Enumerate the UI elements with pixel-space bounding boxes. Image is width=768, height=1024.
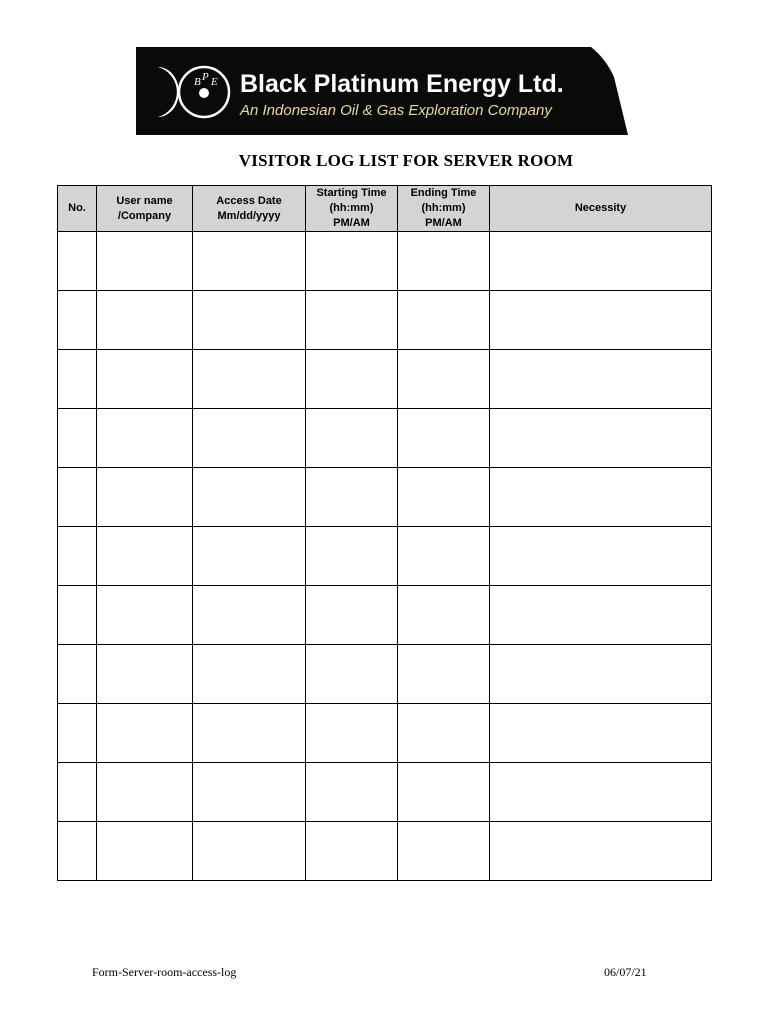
column-header-necessity [490,186,712,232]
entry-cell-no[interactable] [58,468,97,527]
table-row [58,350,712,409]
entry-cell-access-date[interactable] [193,822,306,881]
entry-cell-access-date[interactable] [193,350,306,409]
entry-cell-necessity[interactable] [490,350,712,409]
entry-cell-necessity[interactable] [490,822,712,881]
entry-cell-no[interactable] [58,232,97,291]
column-header-access-date [193,186,306,232]
visitor-log-table [57,185,712,881]
company-tagline: An Indonesian Oil & Gas Exploration Company [240,102,552,119]
entry-cell-user-name-company[interactable] [97,645,193,704]
entry-cell-starting-time[interactable] [306,468,398,527]
column-header-line: Necessity [574,202,627,214]
table-row [58,291,712,350]
column-header-line: Ending Time [410,187,477,199]
company-banner [136,47,628,135]
entry-cell-necessity[interactable] [490,645,712,704]
entry-cell-access-date[interactable] [193,586,306,645]
column-header-line: User name [116,194,173,207]
entry-cell-user-name-company[interactable] [97,291,193,350]
entry-cell-ending-time[interactable] [398,822,490,881]
table-body [58,232,712,881]
entry-cell-no[interactable] [58,645,97,704]
column-header-line: Starting Time [316,187,387,199]
entry-cell-starting-time[interactable] [306,763,398,822]
entry-cell-necessity[interactable] [490,232,712,291]
entry-cell-no[interactable] [58,350,97,409]
svg-text:E: E [211,76,218,88]
table-row [58,527,712,586]
entry-cell-access-date[interactable] [193,291,306,350]
entry-cell-user-name-company[interactable] [97,232,193,291]
table-row [58,822,712,881]
entry-cell-starting-time[interactable] [306,822,398,881]
table-header-row [58,186,712,232]
entry-cell-necessity[interactable] [490,409,712,468]
entry-cell-necessity[interactable] [490,291,712,350]
table-row [58,704,712,763]
entry-cell-user-name-company[interactable] [97,763,193,822]
entry-cell-ending-time[interactable] [398,232,490,291]
column-header-line: (hh:mm) [421,202,466,214]
entry-cell-starting-time[interactable] [306,409,398,468]
column-header-line: PM/AM [425,217,462,229]
entry-cell-access-date[interactable] [193,645,306,704]
entry-cell-ending-time[interactable] [398,645,490,704]
entry-cell-user-name-company[interactable] [97,822,193,881]
entry-cell-starting-time[interactable] [306,291,398,350]
svg-text:P: P [202,71,209,83]
form-title: VISITOR LOG LIST FOR SERVER ROOM [238,151,574,170]
entry-cell-ending-time[interactable] [398,291,490,350]
entry-cell-ending-time[interactable] [398,409,490,468]
column-header-line: PM/AM [333,217,370,229]
entry-cell-necessity[interactable] [490,763,712,822]
entry-cell-no[interactable] [58,409,97,468]
footer-form-code: Form-Server-room-access-log [92,965,237,979]
entry-cell-user-name-company[interactable] [97,527,193,586]
entry-cell-no[interactable] [58,291,97,350]
table-row [58,645,712,704]
entry-cell-user-name-company[interactable] [97,468,193,527]
entry-cell-access-date[interactable] [193,409,306,468]
svg-text:B: B [194,76,201,88]
entry-cell-ending-time[interactable] [398,763,490,822]
entry-cell-access-date[interactable] [193,527,306,586]
entry-cell-access-date[interactable] [193,763,306,822]
table-row [58,232,712,291]
entry-cell-ending-time[interactable] [398,704,490,763]
column-header-line: (hh:mm) [329,202,374,214]
entry-cell-starting-time[interactable] [306,350,398,409]
entry-cell-access-date[interactable] [193,468,306,527]
entry-cell-no[interactable] [58,527,97,586]
entry-cell-user-name-company[interactable] [97,704,193,763]
entry-cell-starting-time[interactable] [306,232,398,291]
column-header-line: Access Date [216,194,282,207]
column-header-user-name-company [97,186,193,232]
entry-cell-necessity[interactable] [490,468,712,527]
entry-cell-user-name-company[interactable] [97,350,193,409]
entry-cell-user-name-company[interactable] [97,409,193,468]
column-header-line: /Company [117,209,172,222]
entry-cell-no[interactable] [58,822,97,881]
entry-cell-necessity[interactable] [490,586,712,645]
entry-cell-access-date[interactable] [193,232,306,291]
column-header-line: No. [68,202,86,214]
company-name: Black Platinum Energy Ltd. [240,70,564,98]
column-header-no [58,186,97,232]
table-row [58,409,712,468]
entry-cell-starting-time[interactable] [306,527,398,586]
entry-cell-starting-time[interactable] [306,645,398,704]
entry-cell-access-date[interactable] [193,704,306,763]
entry-cell-no[interactable] [58,763,97,822]
column-header-starting-time [306,186,398,232]
entry-cell-necessity[interactable] [490,704,712,763]
entry-cell-ending-time[interactable] [398,586,490,645]
entry-cell-necessity[interactable] [490,527,712,586]
entry-cell-no[interactable] [58,586,97,645]
table-row [58,468,712,527]
column-header-line: Mm/dd/yyyy [217,209,281,222]
footer-date: 06/07/21 [604,965,647,979]
entry-cell-ending-time[interactable] [398,527,490,586]
entry-cell-starting-time[interactable] [306,704,398,763]
entry-cell-ending-time[interactable] [398,350,490,409]
table-row [58,586,712,645]
entry-cell-user-name-company[interactable] [97,586,193,645]
table-row [58,763,712,822]
entry-cell-no[interactable] [58,704,97,763]
entry-cell-ending-time[interactable] [398,468,490,527]
column-header-ending-time [398,186,490,232]
entry-cell-starting-time[interactable] [306,586,398,645]
